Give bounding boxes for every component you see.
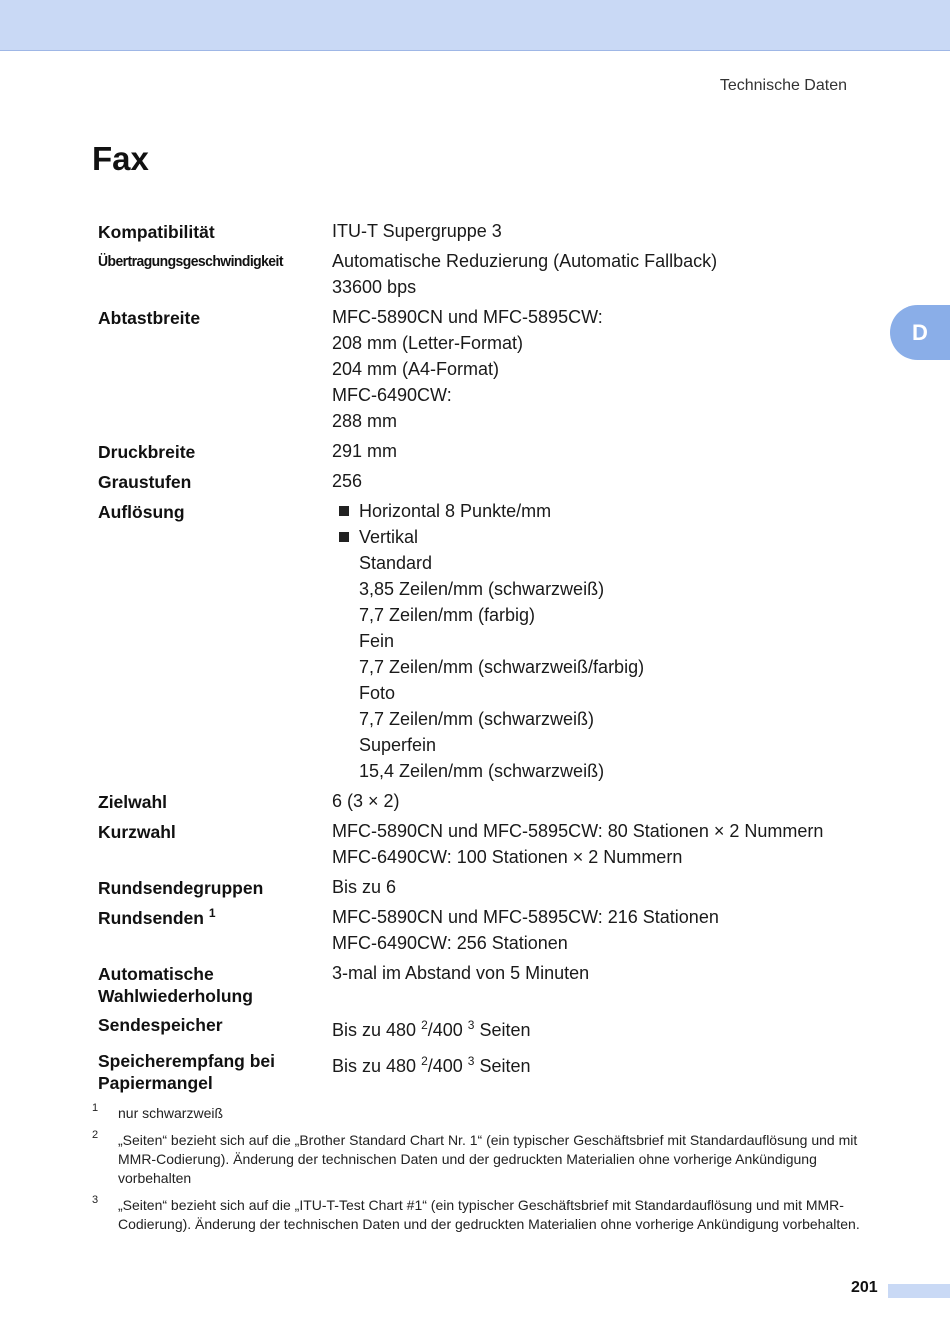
sub-line: 3,85 Zeilen/mm (schwarzweiß) bbox=[359, 579, 605, 599]
label-line: Papiermangel bbox=[98, 1073, 213, 1093]
footnotes bbox=[92, 1104, 882, 1242]
spec-value bbox=[332, 818, 823, 874]
spec-table bbox=[98, 218, 823, 1098]
sub-line: 7,7 Zeilen/mm (schwarzweiß/farbig) bbox=[359, 657, 645, 677]
spec-row bbox=[98, 788, 823, 818]
footnote-text: „Seiten“ bezieht sich auf die „Brother Standard Chart Nr. 1“ (ein typischer Geschäftsbrief mit Standardauflösung und mit MMR-Codierung). Änderung der technischen Daten und der gedruckten Materialien ohne vorherige Ankündigung vorbehalten bbox=[118, 1132, 858, 1186]
label-line: Wahlwiederholung bbox=[98, 986, 253, 1006]
memory-mid: /400 bbox=[427, 1020, 468, 1040]
spec-label bbox=[98, 904, 332, 960]
spec-value bbox=[332, 1011, 823, 1047]
footnote-ref: 3 bbox=[467, 1054, 475, 1068]
value-line: 288 mm bbox=[332, 411, 398, 431]
spec-row bbox=[98, 1011, 823, 1047]
value-line: MFC-6490CW: 100 Stationen × 2 Nummern bbox=[332, 847, 683, 867]
bottom-band bbox=[888, 1284, 950, 1298]
spec-row bbox=[98, 304, 823, 438]
sub-line: Foto bbox=[359, 683, 396, 703]
spec-row bbox=[98, 498, 823, 788]
value-line: MFC-5890CN und MFC-5895CW: 216 Stationen bbox=[332, 907, 719, 927]
label-line: Automatische bbox=[98, 964, 214, 984]
label-text: Rundsenden bbox=[98, 908, 204, 928]
spec-row bbox=[98, 818, 823, 874]
footnote-ref: 3 bbox=[467, 1018, 475, 1032]
memory-mid: /400 bbox=[427, 1056, 468, 1076]
footnote-number: 1 bbox=[92, 1102, 99, 1114]
footnote-ref: 2 bbox=[421, 1054, 428, 1068]
spec-row bbox=[98, 960, 823, 1011]
spec-value bbox=[332, 248, 823, 304]
spec-value bbox=[332, 438, 823, 468]
footnote-number: 3 bbox=[92, 1194, 99, 1206]
sub-line: 7,7 Zeilen/mm (schwarzweiß) bbox=[359, 709, 595, 729]
spec-label: Abtastbreite bbox=[98, 308, 201, 328]
value-line: ITU-T Supergruppe 3 bbox=[332, 221, 502, 241]
spec-label: Kurzwahl bbox=[98, 822, 176, 842]
memory-suffix: Seiten bbox=[474, 1020, 531, 1040]
memory-suffix: Seiten bbox=[474, 1056, 531, 1076]
spec-label: Sendespeicher bbox=[98, 1015, 223, 1035]
value-line: 6 (3 × 2) bbox=[332, 791, 400, 811]
spec-label: Zielwahl bbox=[98, 792, 168, 812]
value-line: MFC-6490CW: bbox=[332, 385, 452, 405]
spec-row bbox=[98, 218, 823, 248]
chapter-tab[interactable]: D bbox=[890, 305, 950, 360]
footnote bbox=[92, 1104, 882, 1123]
value-line: 291 mm bbox=[332, 441, 398, 461]
spec-label bbox=[98, 960, 332, 1011]
value-line: MFC-6490CW: 256 Stationen bbox=[332, 933, 568, 953]
sub-line: 15,4 Zeilen/mm (schwarzweiß) bbox=[359, 761, 605, 781]
spec-value bbox=[332, 874, 823, 904]
spec-label: Kompatibilität bbox=[98, 222, 215, 242]
page-title: Fax bbox=[92, 140, 149, 177]
spec-label bbox=[98, 1047, 332, 1098]
sub-line: Fein bbox=[359, 631, 395, 651]
spec-value bbox=[332, 960, 823, 1011]
value-line: MFC-5890CN und MFC-5895CW: bbox=[332, 307, 603, 327]
spec-value bbox=[332, 304, 823, 438]
footnote bbox=[92, 1131, 882, 1188]
footnote-ref: 2 bbox=[421, 1018, 428, 1032]
spec-value bbox=[332, 904, 823, 960]
spec-label: Übertragungsgeschwindigkeit bbox=[98, 253, 283, 270]
spec-row bbox=[98, 1047, 823, 1098]
top-header-band bbox=[0, 0, 950, 51]
value-line: 33600 bps bbox=[332, 277, 417, 297]
spec-value bbox=[332, 498, 823, 788]
spec-label: Graustufen bbox=[98, 472, 192, 492]
bullet-item: Vertikal bbox=[332, 524, 823, 550]
spec-row bbox=[98, 248, 823, 304]
value-line: Automatische Reduzierung (Automatic Fallback) bbox=[332, 251, 718, 271]
spec-label: Auflösung bbox=[98, 502, 185, 522]
spec-value bbox=[332, 1047, 823, 1098]
spec-label: Druckbreite bbox=[98, 442, 196, 462]
sub-line: 7,7 Zeilen/mm (farbig) bbox=[359, 605, 536, 625]
footnote bbox=[92, 1196, 882, 1234]
footnote-number: 2 bbox=[92, 1129, 99, 1141]
value-line: Bis zu 6 bbox=[332, 877, 397, 897]
spec-value bbox=[332, 788, 823, 818]
value-line: MFC-5890CN und MFC-5895CW: 80 Stationen × 2 Nummern bbox=[332, 821, 824, 841]
spec-label: Rundsendegruppen bbox=[98, 878, 264, 898]
memory-prefix: Bis zu 480 bbox=[332, 1056, 422, 1076]
spec-row bbox=[98, 468, 823, 498]
section-header: Technische Daten bbox=[719, 77, 847, 94]
spec-value bbox=[332, 218, 823, 248]
sub-line: Superfein bbox=[359, 735, 437, 755]
bullet-item: Horizontal 8 Punkte/mm bbox=[332, 498, 823, 524]
value-line: 204 mm (A4-Format) bbox=[332, 359, 500, 379]
page-number: 201 bbox=[851, 1279, 878, 1296]
footnote-ref: 1 bbox=[208, 906, 216, 920]
value-line: 256 bbox=[332, 471, 363, 491]
value-line: 3-mal im Abstand von 5 Minuten bbox=[332, 963, 590, 983]
footnote-text: nur schwarzweiß bbox=[118, 1105, 224, 1121]
spec-value bbox=[332, 468, 823, 498]
footnote-text: „Seiten“ bezieht sich auf die „ITU-T-Test Chart #1“ (ein typischer Geschäftsbrief mit Standardauflösung und mit MMR-Codierung). Änderung der technischen Daten und der gedruckten Materialien ohne vorherige Ankündigung vorbehalten. bbox=[118, 1197, 860, 1232]
label-line: Speicherempfang bei bbox=[98, 1051, 275, 1071]
spec-row bbox=[98, 904, 823, 960]
memory-prefix: Bis zu 480 bbox=[332, 1020, 422, 1040]
value-line: 208 mm (Letter-Format) bbox=[332, 333, 524, 353]
spec-row bbox=[98, 438, 823, 468]
spec-row bbox=[98, 874, 823, 904]
sub-line: Standard bbox=[359, 553, 433, 573]
